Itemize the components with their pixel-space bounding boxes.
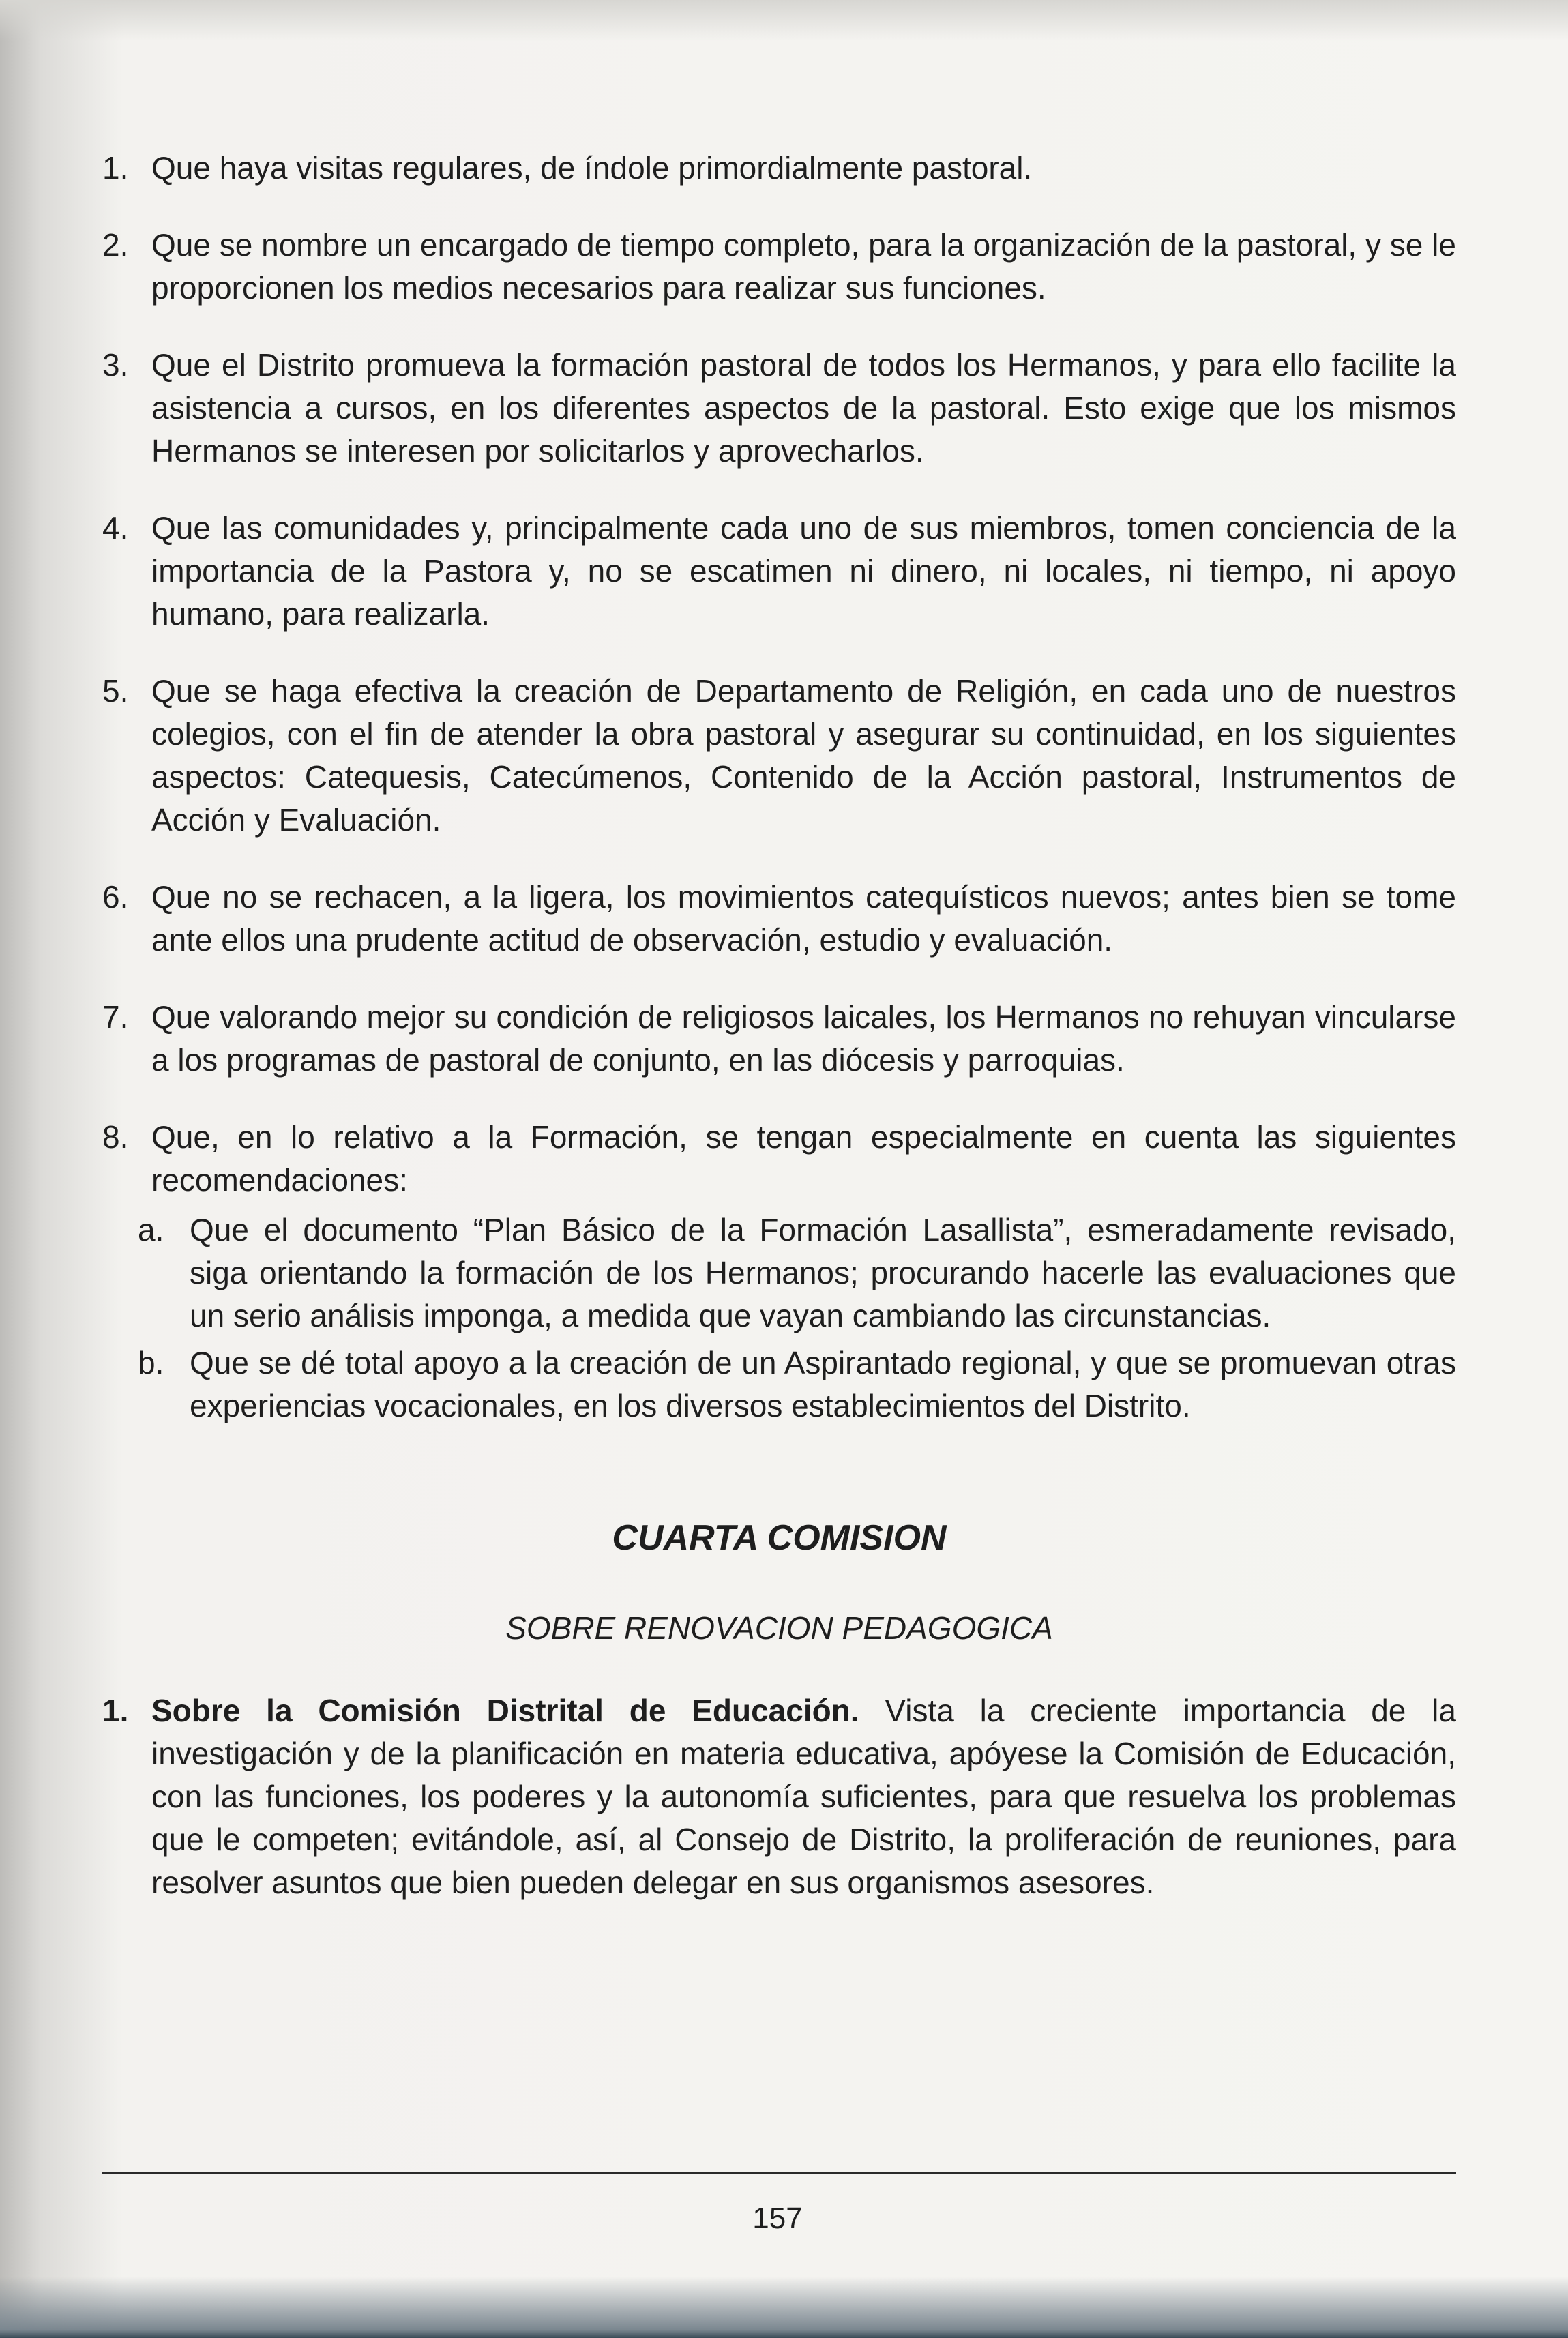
page-top-shadow xyxy=(0,0,1568,41)
item-text: Vista la creciente importancia de la investigación y de la planificación en materia educativa, apóyese la Comisión de Educación, con las funciones, los poderes y la autonomía suficientes, para que resuelva los problemas que le competen; evitándole, así, al Consejo de Distrito, la proliferación de reuniones, para resolver asuntos que bien pueden delegar en sus organismos asesores. xyxy=(151,1693,1456,1900)
formation-recommendations-sublist xyxy=(102,1209,1456,1427)
item-number: 8. xyxy=(102,1119,129,1155)
item-number: 1. xyxy=(102,1693,129,1728)
item-text: Que haya visitas regulares, de índole primordialmente pastoral. xyxy=(151,150,1033,186)
page-bottom-shadow xyxy=(0,2277,1568,2338)
subitem-letter: b. xyxy=(138,1345,164,1380)
item-text: Que se nombre un encargado de tiempo completo, para la organización de la pastoral, y se le proporcionen los medios necesarios para realizar sus funciones. xyxy=(151,227,1456,306)
subitem-text: Que se dé total apoyo a la creación de un Aspirantado regional, y que se promuevan otras experiencias vocacionales, en los diversos establecimientos del Distrito. xyxy=(190,1345,1456,1423)
footer-rule xyxy=(102,2172,1456,2174)
list-item xyxy=(102,344,1456,473)
item-number: 4. xyxy=(102,510,129,546)
item-text: Que se haga efectiva la creación de Departamento de Religión, en cada uno de nuestros colegios, con el fin de atender la obra pastoral y asegurar su continuidad, en los siguientes aspectos: Catequesis, Catecúmenos, Contenido de la Acción pastoral, Instrumentos de Acción y Evaluación. xyxy=(151,673,1456,838)
section-list xyxy=(102,1689,1456,1904)
list-item xyxy=(102,1116,1456,1202)
sublist-item xyxy=(102,1342,1456,1427)
item-text: Que no se rechacen, a la ligera, los movimientos catequísticos nuevos; antes bien se tome ante ellos una prudente actitud de observación, estudio y evaluación. xyxy=(151,879,1456,958)
item-text: Que valorando mejor su condición de religiosos laicales, los Hermanos no rehuyan vincularse a los programas de pastoral de conjunto, en las diócesis y parroquias. xyxy=(151,999,1456,1078)
recommendations-list xyxy=(102,147,1456,1202)
item-number: 5. xyxy=(102,673,129,709)
list-item xyxy=(102,996,1456,1082)
section-subtitle: SOBRE RENOVACION PEDAGOGICA xyxy=(505,1610,1053,1646)
item-number: 7. xyxy=(102,999,129,1035)
list-item xyxy=(102,1689,1456,1904)
item-number: 3. xyxy=(102,347,129,383)
item-lead: Sobre la Comisión Distrital de Educación. xyxy=(151,1693,859,1728)
list-item xyxy=(102,224,1456,310)
item-text: Que, en lo relativo a la Formación, se tengan especialmente en cuenta las siguientes recomendaciones: xyxy=(151,1119,1456,1198)
item-text: Que las comunidades y, principalmente cada uno de sus miembros, tomen conciencia de la importancia de la Pastora y, no se escatimen ni dinero, ni locales, ni tiempo, ni apoyo humano, para realizarla. xyxy=(151,510,1456,632)
item-number: 1. xyxy=(102,150,129,186)
list-item xyxy=(102,670,1456,842)
item-number: 6. xyxy=(102,879,129,915)
section-title: CUARTA COMISION xyxy=(612,1518,947,1558)
page-content xyxy=(102,147,1456,1938)
item-number: 2. xyxy=(102,227,129,263)
list-item xyxy=(102,147,1456,190)
subitem-letter: a. xyxy=(138,1212,164,1247)
page-number: 157 xyxy=(752,2202,803,2235)
list-item xyxy=(102,876,1456,962)
list-item xyxy=(102,507,1456,636)
subitem-text: Que el documento “Plan Básico de la Formación Lasallista”, esmeradamente revisado, siga orientando la formación de los Hermanos; procurando hacerle las evaluaciones que un serio análisis imponga, a medida que vayan cambiando las circunstancias. xyxy=(190,1212,1456,1333)
item-text: Que el Distrito promueva la formación pastoral de todos los Hermanos, y para ello facilite la asistencia a cursos, en los diferentes aspectos de la pastoral. Esto exige que los mismos Hermanos se interesen por solicitarlos y aprovecharlos. xyxy=(151,347,1456,469)
sublist-item xyxy=(102,1209,1456,1337)
